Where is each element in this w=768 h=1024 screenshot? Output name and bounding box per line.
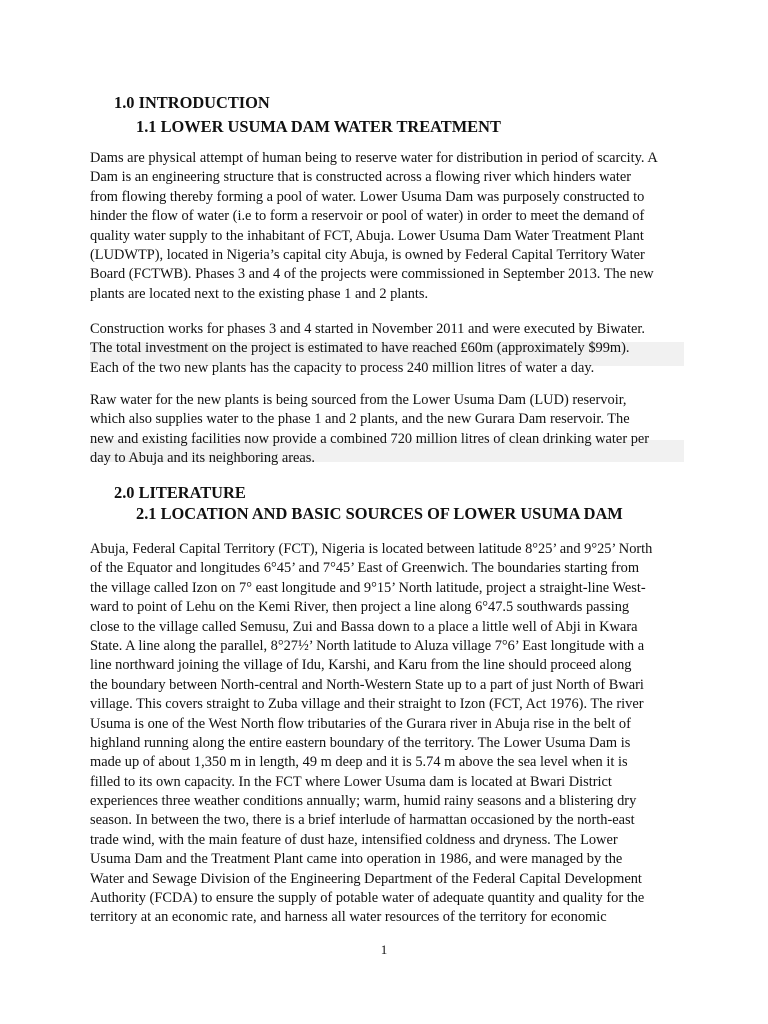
heading-lower-usuma-dam-water-treatment: 1.1 LOWER USUMA DAM WATER TREATMENT xyxy=(136,117,501,136)
paragraph-line: village. This covers straight to Zuba village and their straight to Izon (FCT, Act 1976). The river xyxy=(90,696,644,713)
paragraph-line: filled to its own capacity. In the FCT where Lower Usuma dam is located at Bwari District xyxy=(90,773,612,790)
heading-introduction: 1.0 INTRODUCTION xyxy=(114,93,270,112)
paragraph-construction xyxy=(90,320,690,378)
paragraph-line: The total investment on the project is estimated to have reached £60m (approximately $99m). xyxy=(90,340,630,357)
paragraph-line: line northward joining the village of Idu, Karshi, and Karu from the line should proceed along xyxy=(90,657,632,674)
paragraph-line: Usuma Dam and the Treatment Plant came into operation in 1986, and were managed by the xyxy=(90,851,623,868)
page-number: 1 xyxy=(380,942,388,957)
paragraph-line: close to the village called Semusu, Zui and Bassa down to a place a little well of Abji in Kwara xyxy=(90,618,638,635)
heading-location-and-basic-sources: 2.1 LOCATION AND BASIC SOURCES OF LOWER USUMA DAM xyxy=(136,504,623,523)
paragraph-line: (LUDWTP), located in Nigeria’s capital city Abuja, is owned by Federal Capital Territory Water xyxy=(90,246,645,263)
paragraph-line: Each of the two new plants has the capacity to process 240 million litres of water a day. xyxy=(90,359,595,376)
paragraph-line: Usuma is one of the West North flow tributaries of the Gurara river in Abuja rise in the belt of xyxy=(90,715,631,732)
paragraph-line: ward to point of Lehu on the Kemi River, then project a line along 6°47.5 southwards passing xyxy=(90,599,630,616)
heading-literature: 2.0 LITERATURE xyxy=(114,483,246,502)
paragraph-line: trade wind, with the main feature of dust haze, intensified coldness and dryness. The Lower xyxy=(90,831,618,848)
paragraph-line: the boundary between North-central and North-Western State up to a part of just North of Bwari xyxy=(90,676,644,693)
paragraph-line: new and existing facilities now provide a combined 720 million litres of clean drinking water per xyxy=(90,430,650,447)
paragraph-line: Raw water for the new plants is being sourced from the Lower Usuma Dam (LUD) reservoir, xyxy=(90,392,627,408)
paragraph-line: territory at an economic rate, and harness all water resources of the territory for economic xyxy=(90,909,607,926)
paragraph-line: Construction works for phases 3 and 4 started in November 2011 and were executed by Biwater. xyxy=(90,321,645,337)
paragraph-line: quality water supply to the inhabitant of FCT, Abuja. Lower Usuma Dam Water Treatment Plant xyxy=(90,227,644,244)
paragraph-line: Dam is an engineering structure that is constructed across a flowing river which hinders water xyxy=(90,169,632,186)
paragraph-line: Abuja, Federal Capital Territory (FCT), Nigeria is located between latitude 8°25’ and 9°25’ North xyxy=(90,541,653,557)
paragraph-line: hinder the flow of water (i.e to form a reservoir or pool of water) in order to meet the demand of xyxy=(90,208,645,225)
paragraph-line: season. In between the two, there is a brief interlude of harmattan occasioned by the north-east xyxy=(90,812,635,829)
paragraph-line: plants are located next to the existing phase 1 and 2 plants. xyxy=(90,285,429,302)
paragraph-line: Dams are physical attempt of human being to reserve water for distribution in period of scarcity. A xyxy=(90,150,658,166)
paragraph-location xyxy=(90,540,690,928)
paragraph-line: the village called Izon on 7° east longitude and 9°15’ North latitude, project a straight-line West- xyxy=(90,579,646,596)
paragraph-line: Authority (FCDA) to ensure the supply of potable water of adequate quantity and quality for the xyxy=(90,890,645,907)
paragraph-line: highland running along the entire eastern boundary of the territory. The Lower Usuma Dam is xyxy=(90,734,631,751)
paragraph-raw-water xyxy=(90,391,690,469)
paragraph-line: Water and Sewage Division of the Engineering Department of the Federal Capital Development xyxy=(90,870,642,887)
paragraph-line: experiences three weather conditions annually; warm, humid rainy seasons and a blistering dry xyxy=(90,793,637,810)
paragraph-line: which also supplies water to the phase 1 and 2 plants, and the new Gurara Dam reservoir. The xyxy=(90,411,630,428)
paragraph-line: Board (FCTWB). Phases 3 and 4 of the projects were commissioned in September 2013. The new xyxy=(90,266,654,283)
paragraph-line: State. A line along the parallel, 8°27½’ North latitude to Aluza village 7°6’ East longitude with a xyxy=(90,637,645,654)
paragraph-line: made up of about 1,350 m in length, 49 m deep and it is 5.74 m above the sea level when it is xyxy=(90,754,628,771)
paragraph-line: day to Abuja and its neighboring areas. xyxy=(90,450,316,467)
paragraph-line: of the Equator and longitudes 6°45’ and 7°45’ East of Greenwich. The boundaries starting from xyxy=(90,560,640,577)
paragraph-line: from flowing thereby forming a pool of water. Lower Usuma Dam was purposely constructed to xyxy=(90,188,645,205)
paragraph-dams-intro xyxy=(90,149,690,304)
